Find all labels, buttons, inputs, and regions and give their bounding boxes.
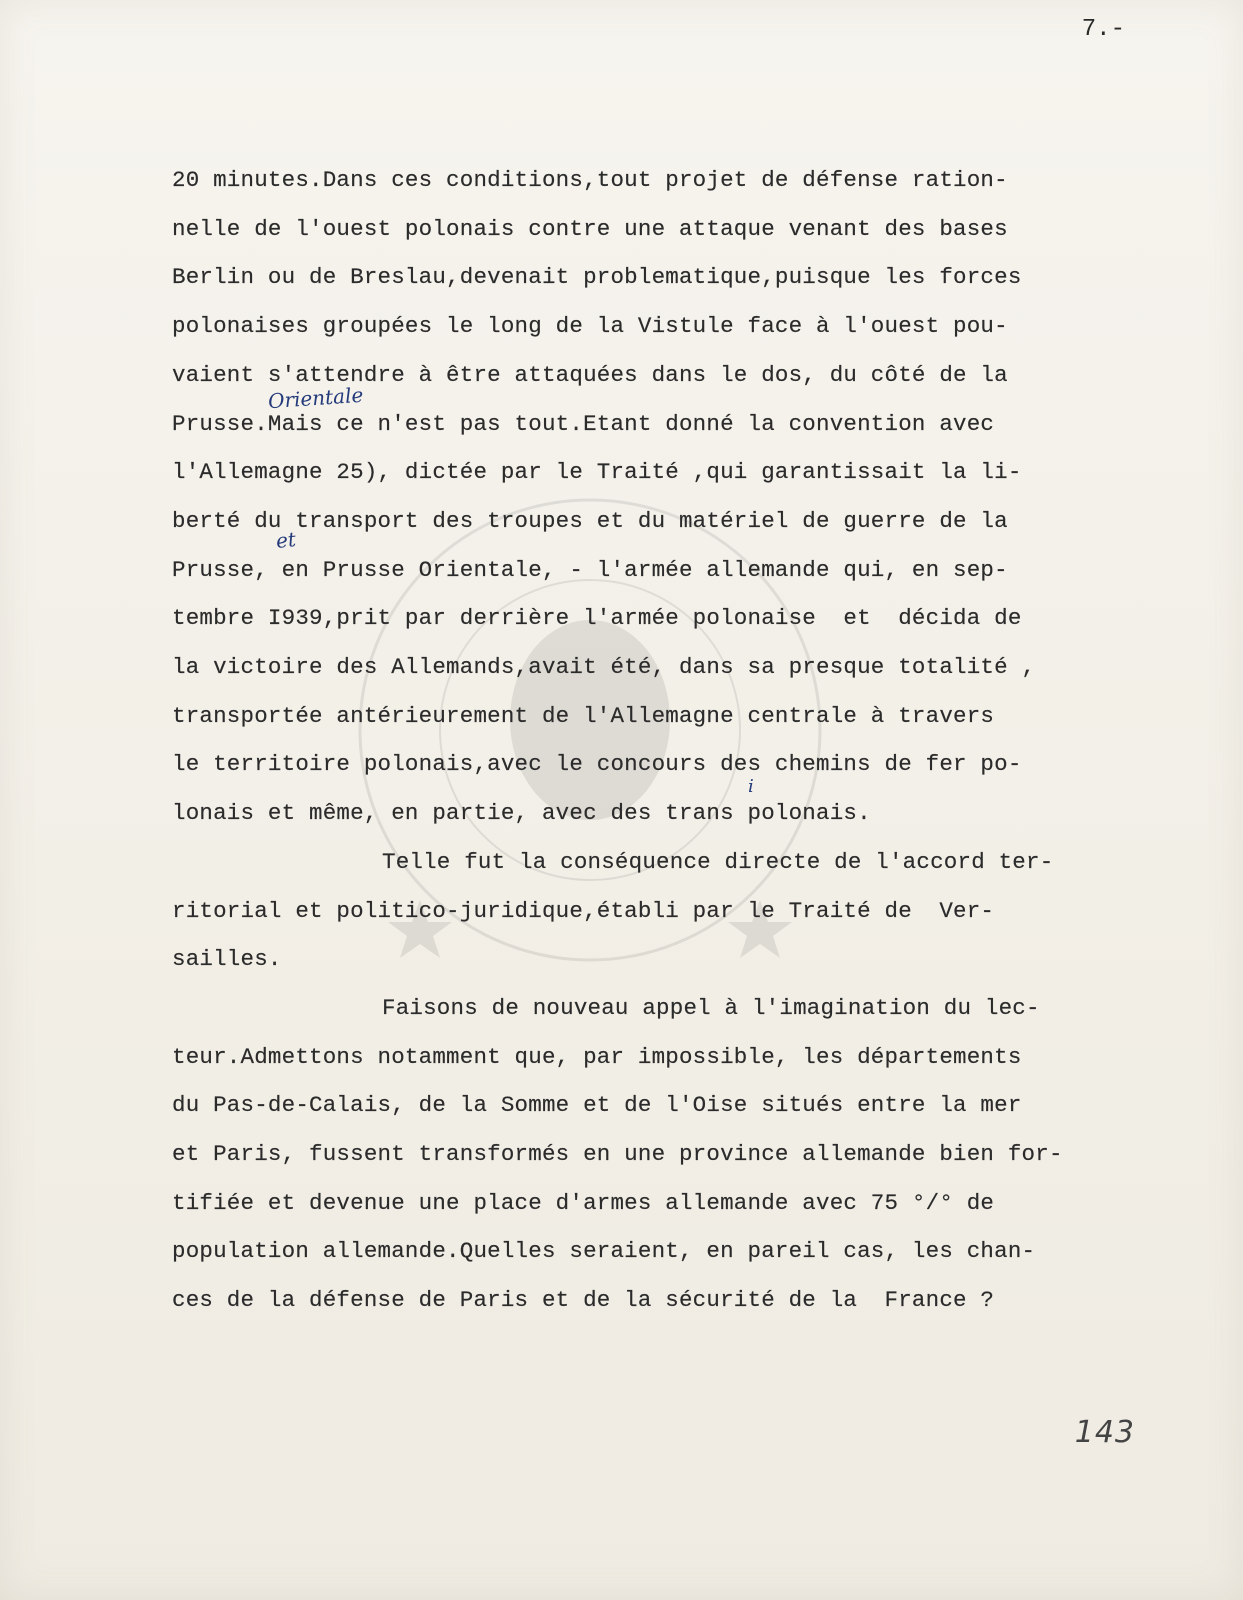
text-line: Prusse.Mais ce n'est pas tout.Etant donné la convention avec: [172, 410, 995, 437]
text-line: population allemande.Quelles seraient, en pareil cas, les chan-: [172, 1238, 1036, 1265]
text-line: Prusse, en Prusse Orientale, - l'armée allemande qui, en sep-: [172, 556, 1008, 583]
handwritten-annotation-orientale: Orientale: [267, 382, 364, 414]
text-line: l'Allemagne 25), dictée par le Traité ,qui garantissait la li-: [172, 459, 1022, 486]
text-line: 20 minutes.Dans ces conditions,tout projet de défense ration-: [172, 167, 1008, 193]
handwritten-annotation-i: i: [748, 776, 754, 797]
text-line: Berlin ou de Breslau,devenait problematique,puisque les forces: [172, 264, 1022, 291]
handwritten-annotation-et: et: [274, 527, 298, 553]
text-line: sailles.: [172, 946, 282, 973]
text-line: polonaises groupées le long de la Vistule face à l'ouest pou-: [172, 313, 1008, 340]
text-line: teur.Admettons notamment que, par impossible, les départements: [172, 1043, 1022, 1070]
text-line: ritorial et politico-juridique,établi par le Traité de Ver-: [172, 897, 995, 924]
text-line: ces de la défense de Paris et de la sécurité de la France ?: [172, 1287, 995, 1314]
text-line: tifiée et devenue une place d'armes allemande avec 75 °/° de: [172, 1189, 995, 1216]
page-number: 7.-: [1081, 16, 1125, 43]
archive-folio-number: 143: [1074, 1415, 1135, 1450]
paragraph-3: [172, 984, 1092, 1325]
text-line: la victoire des Allemands,avait été, dans sa presque totalité ,: [172, 654, 1036, 681]
text-line: nelle de l'ouest polonais contre une attaque venant des bases: [172, 215, 1008, 242]
paragraph-1: [172, 156, 1092, 838]
text-line: tembre I939,prit par derrière l'armée polonaise et décida de: [172, 605, 1022, 632]
text-line: le territoire polonais,avec le concours des chemins de fer po-: [172, 751, 1022, 778]
paragraph-2: [172, 838, 1092, 984]
text-line: vaient s'attendre à être attaquées dans le dos, du côté de la: [172, 361, 1008, 388]
typed-body-text: [172, 156, 1092, 1325]
text-line: Telle fut la conséquence directe de l'accord ter-: [382, 848, 1054, 875]
text-line: transportée antérieurement de l'Allemagne centrale à travers: [172, 702, 995, 729]
text-line: du Pas-de-Calais, de la Somme et de l'Oise situés entre la mer: [172, 1092, 1022, 1119]
text-line: et Paris, fussent transformés en une province allemande bien for-: [172, 1141, 1063, 1168]
text-line: lonais et même, en partie, avec des trans polonais.: [172, 800, 871, 827]
text-line: Faisons de nouveau appel à l'imagination du lec-: [382, 994, 1040, 1021]
text-line: berté du transport des troupes et du matériel de guerre de la: [172, 507, 1008, 534]
